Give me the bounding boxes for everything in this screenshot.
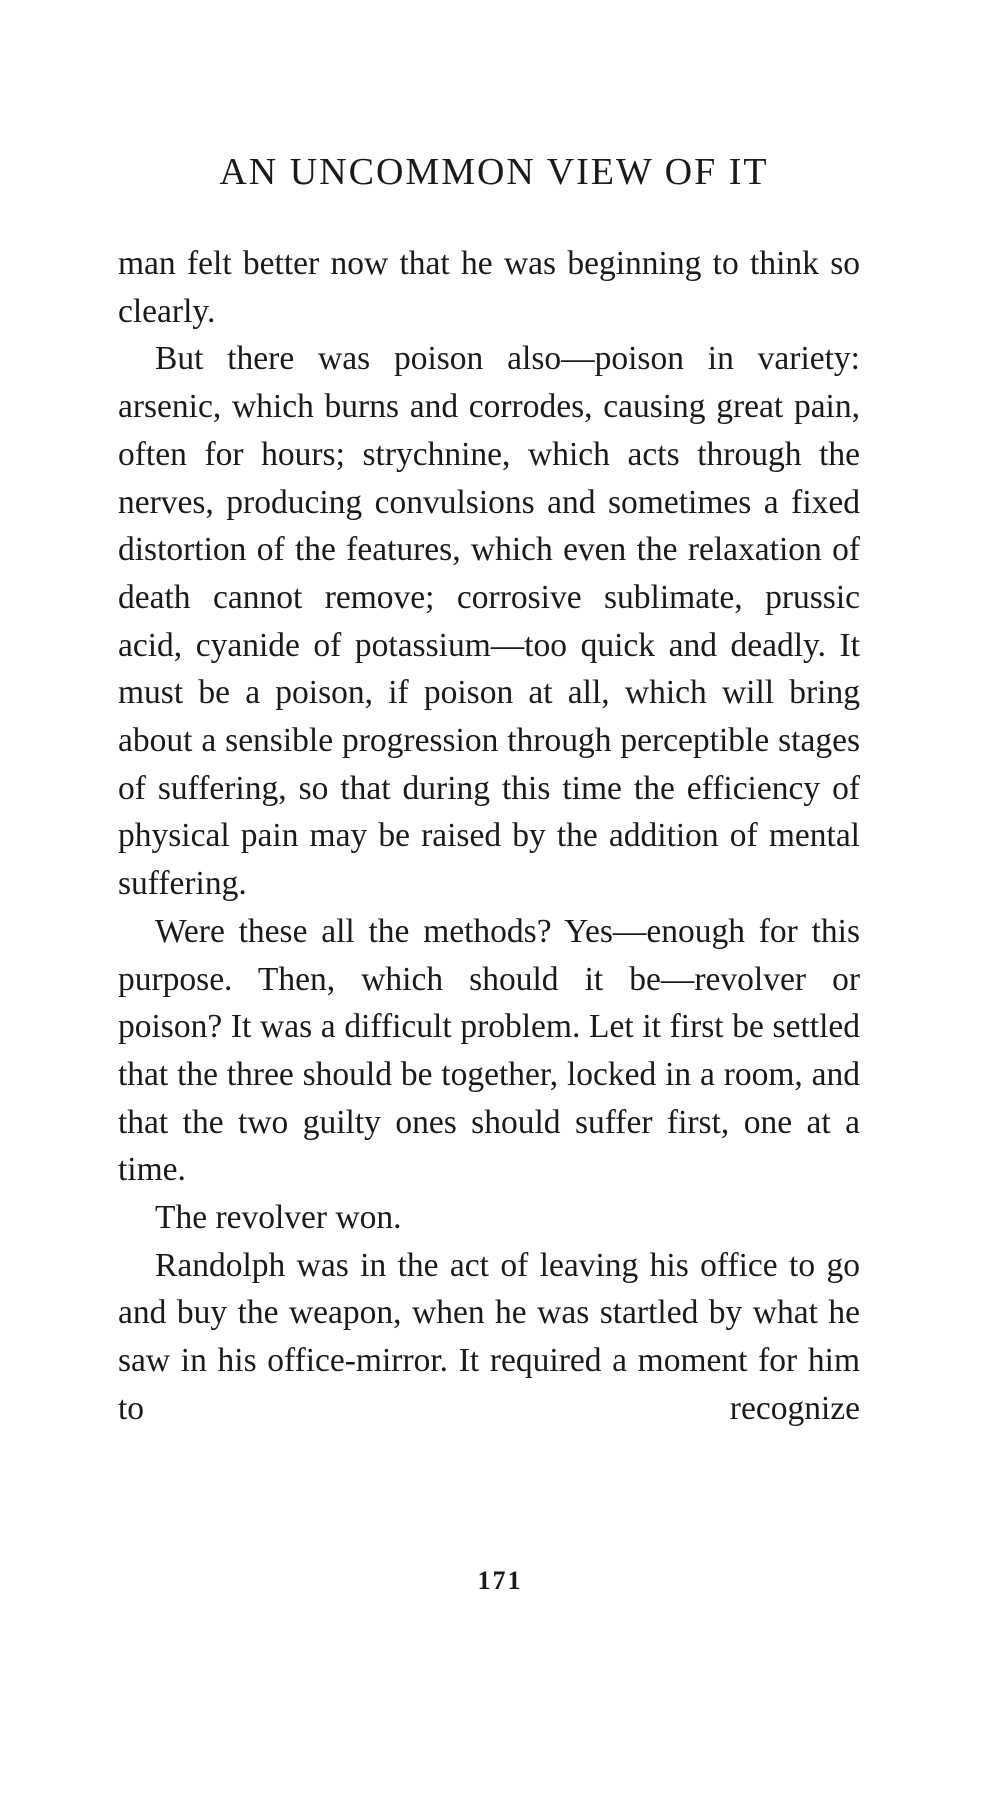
- paragraph: man felt better now that he was beginning to think so clearly.: [118, 245, 860, 330]
- body-text: [118, 240, 860, 1433]
- paragraph: But there was poison also—poison in variety: arsenic, which burns and corrodes, causing great pain, often for hours; strychnine, which acts through the nerves, producing convulsions and sometimes a fixed distortion of the features, which even the relaxation of death cannot remove; corrosive sublimate, prussic acid, cyanide of potassium—too quick and deadly. It must be a poison, if poison at all, which will bring about a sensible progression through perceptible stages of suffering, so that during this time the efficiency of physical pain may be raised by the addition of mental suffering.: [118, 340, 860, 903]
- paragraph: The revolver won.: [155, 1199, 402, 1237]
- page-number: 171: [477, 1566, 523, 1595]
- running-head: AN UNCOMMON VIEW OF IT: [219, 151, 769, 193]
- paragraph: Randolph was in the act of leaving his office to go and buy the weapon, when he was startled by what he saw in his office-mirror. It required a moment for him to recognize: [118, 1246, 860, 1427]
- book-page: [118, 150, 860, 1433]
- paragraph: Were these all the methods? Yes—enough for this purpose. Then, which should it be—revolver or poison? It was a difficult problem. Let it first be settled that the three should be together, locked in a room, and that the two guilty ones should suffer first, one at a time.: [118, 912, 860, 1189]
